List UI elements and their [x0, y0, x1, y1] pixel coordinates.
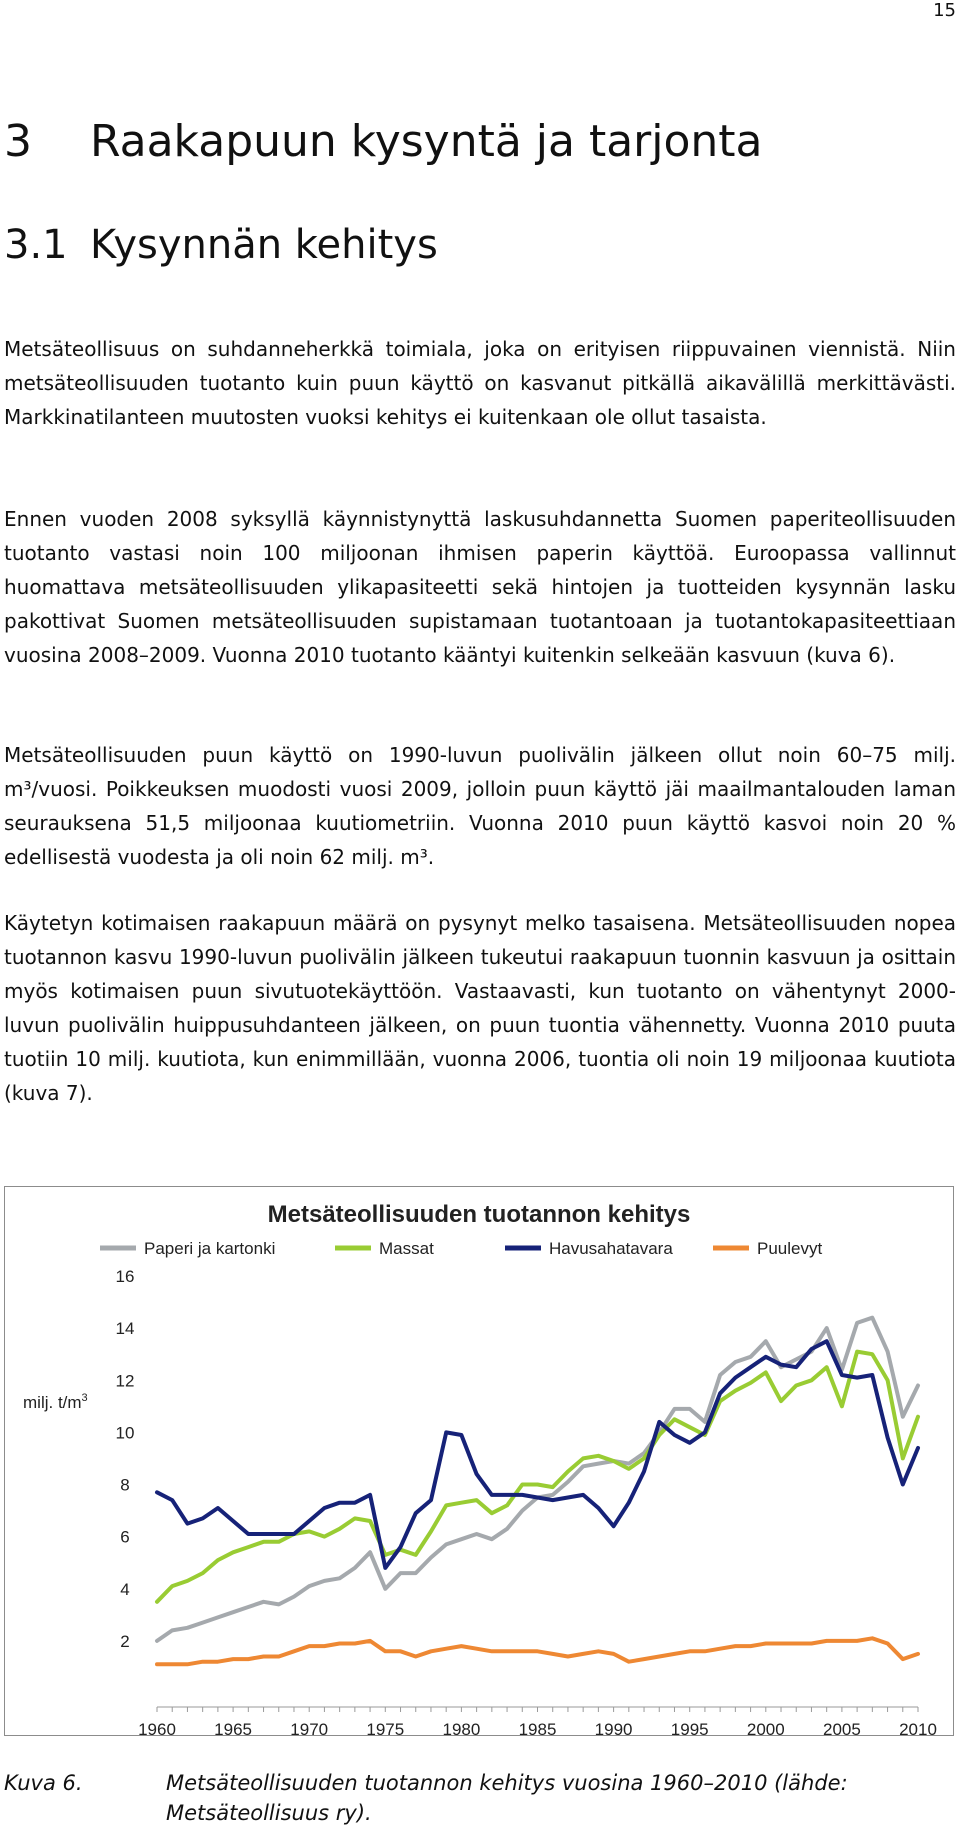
section-number: 3.1 — [4, 222, 68, 268]
legend-label: Puulevyt — [757, 1239, 823, 1258]
legend-label: Massat — [379, 1239, 434, 1258]
caption-text: Metsäteollisuuden tuotannon kehitys vuosina 1960–2010 (lähde: Metsäteollisuus ry). — [166, 1771, 848, 1825]
y-axis-label: milj. $t/m^3$ — [23, 1392, 88, 1412]
x-tick-label: 2005 — [822, 1720, 861, 1735]
x-tick-label: 1990 — [594, 1720, 633, 1735]
legend-label: Paperi ja kartonki — [144, 1239, 276, 1258]
y-tick-label: 6 — [120, 1527, 130, 1547]
paragraph: Metsäteollisuuden puun käyttö on 1990-luvun puolivälin jälkeen ollut noin 60–75 milj. m³/vuosi. Poikkeuksen muodosti vuosi 2009, jolloin puun käyttö jäi maailmantalouden laman seurauksena 51,5 miljoonaa kuutiometriin. Vuonna 2010 puun käyttö kasvoi noin 20 % edellisestä vuodesta ja oli noin 62 milj. m³. — [4, 743, 956, 869]
section-title: Kysynnän kehitys — [90, 222, 438, 268]
chapter-number: 3 — [4, 116, 32, 167]
x-tick-label: 2010 — [899, 1720, 937, 1735]
y-tick-label: 10 — [115, 1423, 135, 1443]
series-line — [157, 1318, 918, 1641]
x-tick-label: 1960 — [138, 1720, 176, 1735]
paragraph: Ennen vuoden 2008 syksyllä käynnistynyttä laskusuhdannetta Suomen paperiteollisuuden tuotanto vastasi noin 100 miljoonan ihmisen paperin käyttöä. Euroopassa vallinnut huomattava metsäteollisuuden ylikapasiteetti sekä hintojen ja tuotteiden kysynnän lasku pakottivat Suomen metsäteollisuuden supistamaan tuotantoaan ja tuotantokapasiteettiaan vuosina 2008–2009. Vuonna 2010 tuotanto kääntyi kuitenkin selkeään kasvuun (kuva 6). — [4, 507, 956, 667]
page-number: 15 — [933, 0, 956, 21]
x-tick-label: 1975 — [366, 1720, 405, 1735]
chapter-heading — [4, 116, 763, 167]
section-heading — [4, 222, 438, 268]
series-line — [157, 1341, 918, 1568]
legend-label: Havusahatavara — [549, 1239, 673, 1258]
x-tick-label: 1970 — [290, 1720, 329, 1735]
chapter-title: Raakapuun kysyntä ja tarjonta — [90, 116, 763, 167]
x-tick-label: 1965 — [214, 1720, 253, 1735]
y-tick-label: 12 — [115, 1371, 135, 1391]
chart-title: Metsäteollisuuden tuotannon kehitys — [267, 1201, 691, 1228]
series-line — [157, 1352, 918, 1602]
caption-label: Kuva 6. — [4, 1771, 83, 1795]
paragraph: Käytetyn kotimaisen raakapuun määrä on pysynyt melko tasaisena. Metsäteollisuuden nopea tuotannon kasvu 1990-luvun puolivälin jälkeen tukeutui raakapuun tuonnin kasvuun ja osittain myös kotimaisen puun sivutuotekäyttöön. Vastaavasti, kun tuotanto on vähentynyt 2000-luvun puolivälin huippusuhdanteen jälkeen, on puun tuontia vähennetty. Vuonna 2010 puuta tuotiin 10 milj. kuutiota, kun enimmillään, vuonna 2006, tuontia oli noin 19 miljoonaa kuutiota (kuva 7). — [4, 911, 956, 1105]
x-tick-label: 2000 — [746, 1720, 785, 1735]
y-tick-label: 2 — [120, 1631, 130, 1651]
series-line — [157, 1638, 918, 1664]
chart-svg — [5, 1187, 953, 1735]
production-chart — [4, 1186, 954, 1736]
y-tick-label: 8 — [120, 1475, 130, 1495]
y-tick-label: 4 — [120, 1579, 130, 1599]
y-tick-label: 16 — [115, 1267, 135, 1286]
paragraph: Metsäteollisuus on suhdanneherkkä toimiala, joka on erityisen riippuvainen viennistä. Niin metsäteollisuuden tuotanto kuin puun käyttö on kasvanut pitkällä aikavälillä merkittävästi. Markkinatilanteen muutosten vuoksi kehitys ei kuitenkaan ole ollut tasaista. — [4, 337, 956, 429]
x-tick-label: 1985 — [518, 1720, 557, 1735]
x-tick-label: 1980 — [442, 1720, 481, 1735]
y-tick-label: 14 — [115, 1319, 135, 1339]
x-tick-label: 1995 — [670, 1720, 709, 1735]
